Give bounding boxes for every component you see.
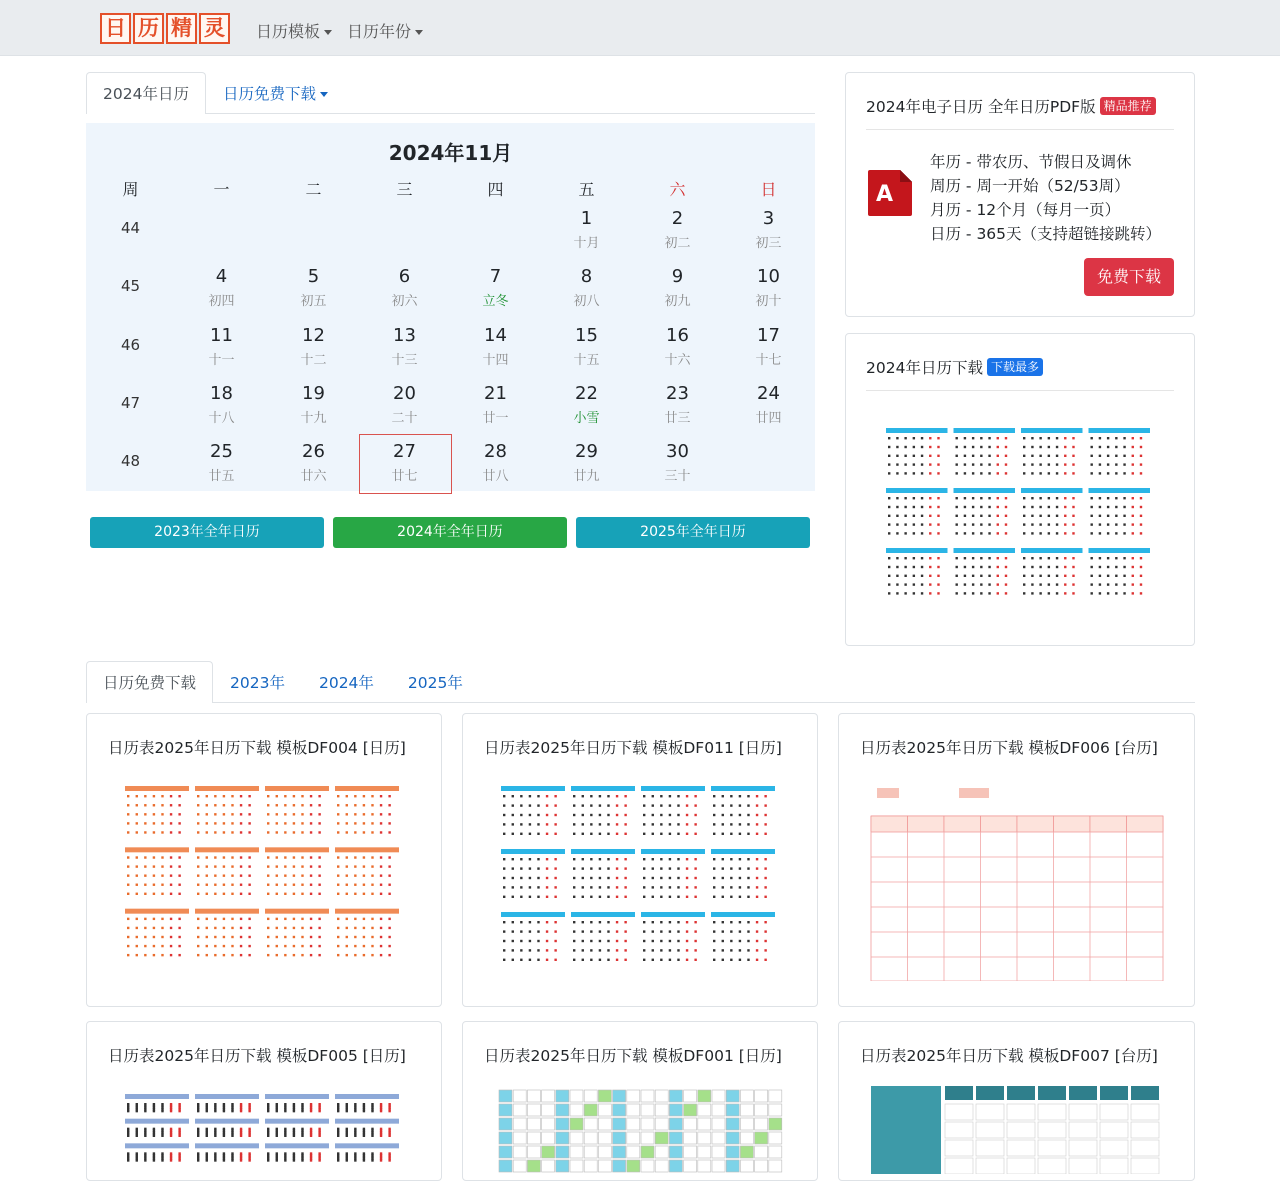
calendar-day[interactable] bbox=[268, 441, 359, 493]
lunar-date: 廿六 bbox=[300, 469, 327, 485]
template-title[interactable]: 日历表2025年日历下载 模板DF004 [日历] bbox=[108, 739, 406, 757]
calendar-day[interactable] bbox=[176, 325, 267, 377]
day-number: 13 bbox=[393, 324, 416, 346]
most-downloaded-badge: 下载最多 bbox=[987, 358, 1043, 376]
template-thumbnail[interactable] bbox=[493, 776, 789, 981]
lunar-date: 廿七 bbox=[391, 469, 418, 485]
nav-menu-label: 日历年份 bbox=[347, 22, 412, 41]
day-number: 12 bbox=[302, 324, 325, 346]
chevron-down-icon bbox=[415, 30, 423, 35]
calendar-day[interactable] bbox=[176, 383, 267, 435]
lunar-date: 初四 bbox=[208, 294, 235, 310]
week-number: 44 bbox=[120, 219, 141, 237]
logo-char: 历 bbox=[133, 13, 164, 44]
site-logo[interactable] bbox=[100, 13, 230, 44]
day-number: 20 bbox=[393, 382, 416, 404]
divider bbox=[866, 390, 1174, 391]
logo-char: 灵 bbox=[199, 13, 230, 44]
lunar-date: 十六 bbox=[664, 352, 691, 368]
lunar-date: 廿一 bbox=[482, 410, 509, 426]
nav-menu-templates[interactable] bbox=[256, 19, 332, 42]
day-number: 5 bbox=[307, 266, 320, 288]
calendar-day[interactable] bbox=[541, 441, 632, 493]
download-tabs bbox=[86, 661, 1195, 703]
weekday-header: 五 bbox=[578, 180, 595, 199]
weekday-header: 日 bbox=[760, 180, 777, 199]
week-number: 47 bbox=[120, 393, 141, 412]
day-number: 4 bbox=[215, 266, 228, 288]
day-number: 18 bbox=[210, 382, 233, 404]
calendar-day[interactable] bbox=[723, 266, 814, 318]
template-thumbnail[interactable] bbox=[493, 1084, 789, 1174]
calendar-day[interactable] bbox=[632, 441, 723, 493]
template-title[interactable]: 日历表2025年日历下载 模板DF006 [台历] bbox=[860, 739, 1158, 757]
lunar-date: 十五 bbox=[573, 352, 600, 368]
lunar-date: 廿五 bbox=[208, 469, 235, 485]
tab-2023[interactable]: 2023年 bbox=[230, 674, 285, 692]
template-card[interactable] bbox=[838, 713, 1195, 1007]
tab-free-calendar-download[interactable]: 日历免费下载 bbox=[86, 661, 213, 703]
pdf-calendar-card bbox=[845, 72, 1195, 317]
calendar-day[interactable] bbox=[268, 325, 359, 377]
feature-item: 年历 - 带农历、节假日及调休 bbox=[930, 153, 1132, 171]
calendar-day[interactable] bbox=[723, 208, 814, 260]
day-number: 26 bbox=[302, 441, 325, 463]
pdf-card-title bbox=[866, 95, 1156, 117]
logo-char: 日 bbox=[100, 13, 131, 44]
tab-2024-calendar[interactable]: 2024年日历 bbox=[86, 72, 206, 114]
lunar-date: 三十 bbox=[664, 469, 691, 485]
calendar-day[interactable] bbox=[359, 325, 450, 377]
calendar-day[interactable] bbox=[723, 383, 814, 435]
top-navbar bbox=[0, 0, 1280, 56]
year-calendar-button[interactable]: 2024年全年日历 bbox=[333, 517, 567, 548]
pdf-icon: A bbox=[868, 170, 912, 216]
recommend-badge: 精品推荐 bbox=[1100, 97, 1156, 115]
calendar-download-card bbox=[845, 333, 1195, 646]
calendar-day[interactable] bbox=[541, 325, 632, 377]
calendar-day[interactable] bbox=[541, 208, 632, 260]
lunar-date: 十七 bbox=[755, 352, 782, 368]
day-number: 7 bbox=[489, 266, 502, 288]
weekday-header: 四 bbox=[487, 180, 504, 199]
template-thumbnail[interactable] bbox=[869, 776, 1165, 981]
weekday-header: 二 bbox=[305, 180, 322, 199]
tab-2024[interactable]: 2024年 bbox=[318, 674, 374, 692]
feature-item: 日历 - 365天（支持超链接跳转） bbox=[930, 225, 1162, 243]
day-number: 1 bbox=[580, 208, 593, 229]
weekday-header: 三 bbox=[396, 180, 413, 199]
calendar-thumbnail[interactable] bbox=[878, 418, 1164, 614]
calendar-day[interactable] bbox=[450, 441, 541, 493]
lunar-date: 廿四 bbox=[755, 410, 782, 426]
day-number: 19 bbox=[302, 382, 325, 404]
calendar-day[interactable] bbox=[632, 383, 723, 435]
day-number: 17 bbox=[757, 324, 780, 346]
day-number: 15 bbox=[575, 324, 598, 346]
template-thumbnail[interactable] bbox=[117, 776, 413, 976]
lunar-date: 初十 bbox=[755, 294, 782, 310]
week-number: 48 bbox=[120, 452, 141, 471]
calendar-day[interactable] bbox=[359, 266, 450, 318]
template-title[interactable]: 日历表2025年日历下载 模板DF007 [台历] bbox=[860, 1047, 1158, 1065]
calendar-day[interactable] bbox=[450, 266, 541, 318]
tab-label: 日历免费下载 bbox=[222, 85, 316, 103]
lunar-date: 初六 bbox=[391, 294, 418, 310]
nav-menu-years[interactable] bbox=[347, 19, 423, 42]
template-title[interactable]: 日历表2025年日历下载 模板DF001 [日历] bbox=[484, 1047, 782, 1065]
day-number: 29 bbox=[575, 441, 598, 463]
calendar-day[interactable] bbox=[723, 325, 814, 377]
chevron-down-icon bbox=[324, 30, 332, 35]
lunar-date: 初三 bbox=[755, 236, 782, 251]
day-number: 3 bbox=[762, 208, 775, 229]
weekday-header: 六 bbox=[669, 180, 686, 199]
day-number: 23 bbox=[666, 382, 689, 404]
calendar-day[interactable] bbox=[268, 383, 359, 435]
day-number: 11 bbox=[210, 324, 233, 346]
lunar-date: 廿八 bbox=[482, 469, 509, 485]
lunar-date: 初八 bbox=[573, 294, 600, 310]
lunar-date: 十二 bbox=[300, 352, 327, 368]
day-number: 8 bbox=[580, 266, 593, 288]
feature-item: 月历 - 12个月（每月一页） bbox=[930, 201, 1121, 219]
lunar-date: 十月 bbox=[573, 236, 600, 251]
week-number: 46 bbox=[120, 335, 141, 354]
calendar-day[interactable] bbox=[268, 266, 359, 318]
calendar-day[interactable] bbox=[176, 266, 267, 318]
calendar-day[interactable] bbox=[541, 266, 632, 318]
nav-menu-label: 日历模板 bbox=[256, 22, 321, 41]
day-number: 6 bbox=[398, 266, 411, 288]
lunar-date: 初五 bbox=[300, 294, 327, 310]
day-number: 2 bbox=[671, 208, 684, 229]
day-number: 14 bbox=[484, 324, 507, 346]
day-number: 28 bbox=[484, 441, 507, 463]
lunar-date: 小雪 bbox=[573, 410, 600, 426]
tab-free-download[interactable] bbox=[206, 72, 345, 114]
calendar-day[interactable] bbox=[541, 383, 632, 435]
feature-item: 周历 - 周一开始（52/53周） bbox=[930, 177, 1130, 195]
day-number: 16 bbox=[666, 324, 689, 346]
lunar-date: 十四 bbox=[482, 352, 509, 368]
template-title[interactable]: 日历表2025年日历下载 模板DF011 [日历] bbox=[484, 739, 782, 757]
day-number: 25 bbox=[210, 441, 233, 463]
lunar-date: 十八 bbox=[208, 410, 235, 426]
day-number: 9 bbox=[671, 266, 684, 288]
day-number: 30 bbox=[666, 441, 689, 463]
calendar-day[interactable] bbox=[450, 383, 541, 435]
year-calendar-button[interactable]: 2025年全年日历 bbox=[576, 517, 810, 548]
weekday-header: 一 bbox=[213, 180, 230, 199]
lunar-date: 十九 bbox=[300, 410, 327, 426]
divider bbox=[866, 129, 1174, 130]
pdf-card-title-text[interactable]: 2024年电子日历 全年日历PDF版 bbox=[866, 98, 1096, 116]
lunar-date: 廿三 bbox=[664, 410, 691, 426]
calendar-tabs bbox=[86, 72, 815, 114]
calendar-day[interactable] bbox=[450, 325, 541, 377]
day-number: 27 bbox=[393, 441, 416, 463]
weekday-header: 周 bbox=[122, 180, 139, 199]
year-calendar-button[interactable]: 2023年全年日历 bbox=[90, 517, 324, 548]
today-highlight bbox=[359, 434, 452, 494]
day-number: 10 bbox=[757, 266, 780, 288]
lunar-date: 十三 bbox=[391, 352, 418, 368]
lunar-date: 初九 bbox=[664, 294, 691, 310]
template-card[interactable] bbox=[838, 1021, 1195, 1181]
template-thumbnail[interactable] bbox=[869, 1084, 1165, 1174]
calendar-day[interactable] bbox=[359, 383, 450, 435]
week-number: 45 bbox=[120, 277, 141, 296]
logo-char: 精 bbox=[166, 13, 197, 44]
calendar-day[interactable] bbox=[632, 325, 723, 377]
template-card[interactable] bbox=[462, 1021, 818, 1181]
template-card[interactable] bbox=[86, 713, 442, 1007]
lunar-date: 二十 bbox=[391, 410, 418, 426]
chevron-down-icon bbox=[320, 92, 328, 97]
lunar-date: 初二 bbox=[664, 236, 691, 251]
template-thumbnail[interactable] bbox=[117, 1084, 413, 1174]
day-number: 22 bbox=[575, 382, 598, 404]
template-card[interactable] bbox=[462, 713, 818, 1007]
lunar-date: 立冬 bbox=[482, 294, 509, 310]
calendar-day[interactable] bbox=[632, 266, 723, 318]
lunar-date: 廿九 bbox=[573, 469, 600, 485]
tab-2025[interactable]: 2025年 bbox=[407, 674, 463, 692]
template-title[interactable]: 日历表2025年日历下载 模板DF005 [日历] bbox=[108, 1047, 406, 1065]
lunar-date: 十一 bbox=[208, 352, 235, 368]
calendar-day[interactable] bbox=[632, 208, 723, 260]
template-card[interactable] bbox=[86, 1021, 442, 1181]
day-number: 24 bbox=[757, 382, 780, 404]
download-card-title bbox=[866, 356, 1043, 378]
calendar-month-title: 2024年11月 bbox=[388, 141, 513, 165]
free-download-button[interactable]: 免费下载 bbox=[1084, 258, 1174, 296]
calendar-day[interactable] bbox=[176, 441, 267, 493]
download-card-title-text[interactable]: 2024年日历下载 bbox=[866, 359, 983, 377]
day-number: 21 bbox=[484, 382, 507, 404]
